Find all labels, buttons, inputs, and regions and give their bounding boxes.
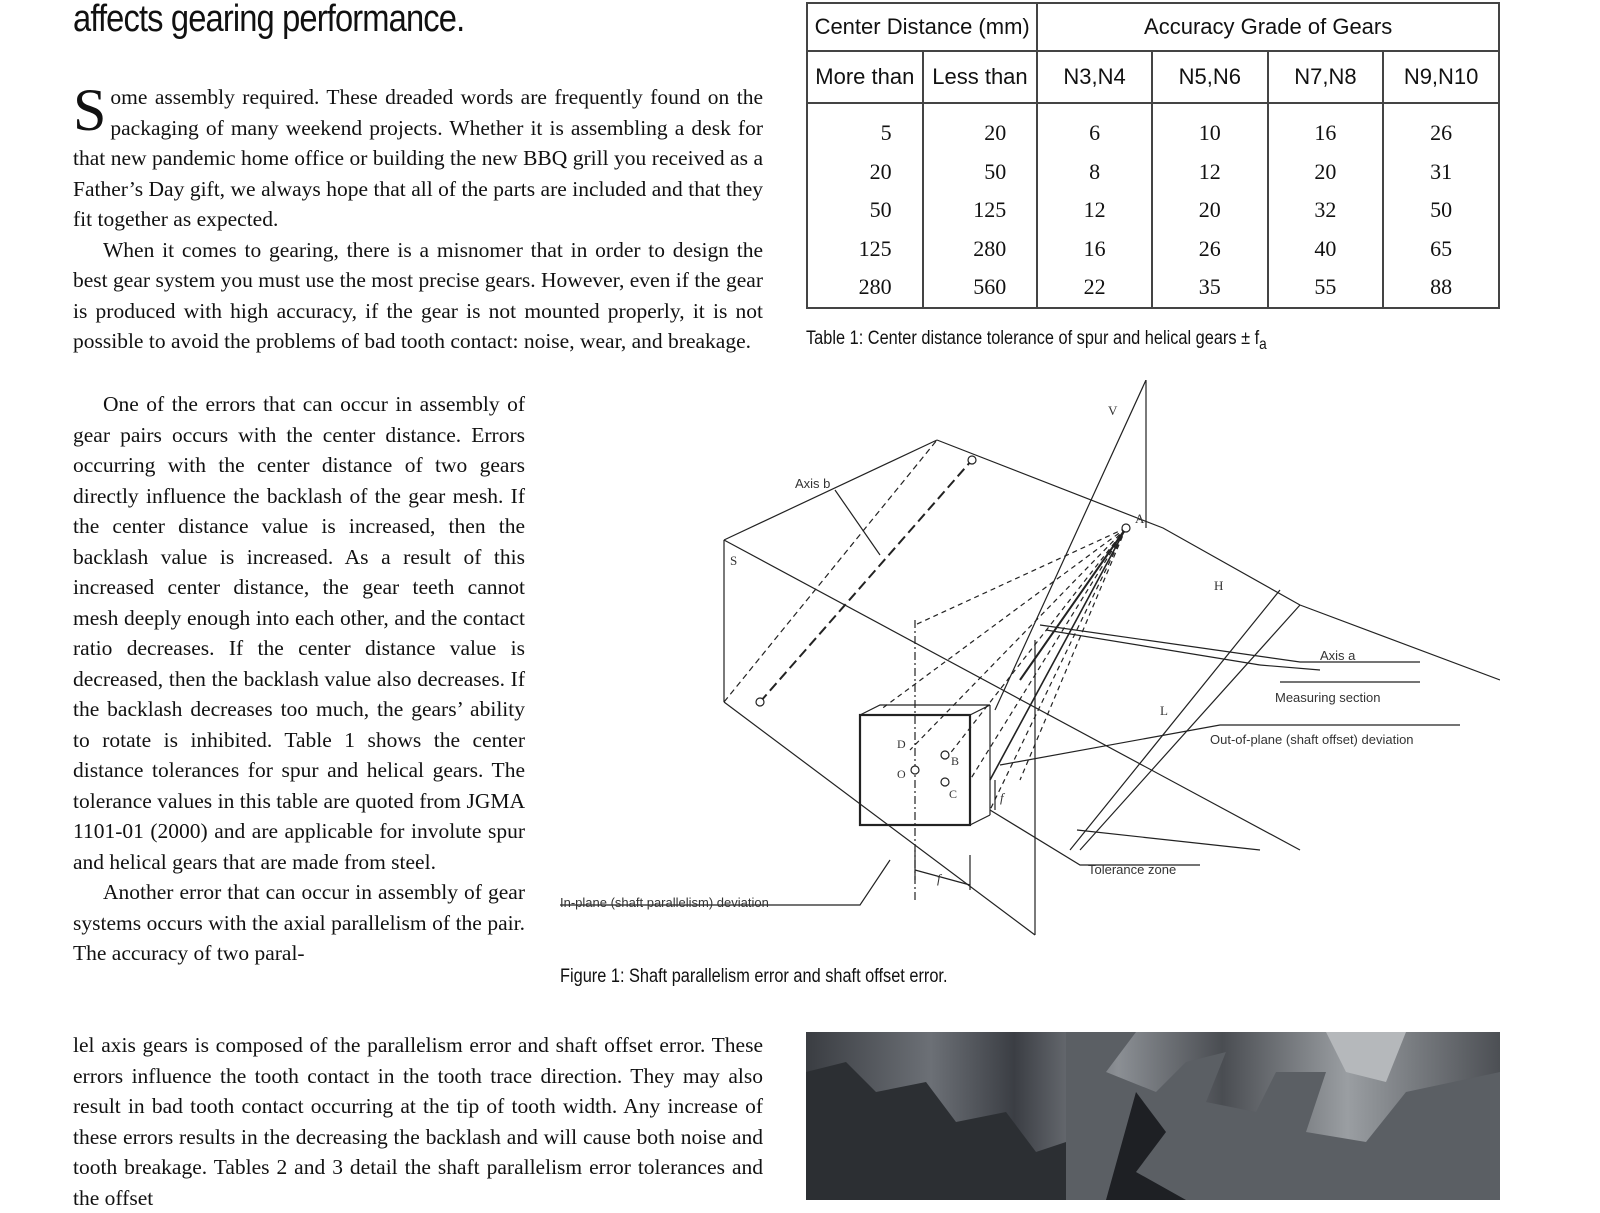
label-h: H	[1214, 578, 1224, 593]
paragraph-1-text: ome assembly required. These dreaded words are frequently found on the packaging of many weekend projects. Whether it is assembling a desk for that new pandemic home office or building the new BBQ grill you received as a Father’s Day gift, we always hope that all of the parts are included and that they fit together as expected.	[73, 85, 763, 231]
column-n7n8	[1268, 103, 1384, 308]
table-cell: 22	[1083, 274, 1106, 300]
table-cell: 8	[1089, 158, 1101, 184]
table-cell: 280	[858, 274, 892, 300]
column-less-than	[923, 103, 1038, 308]
table-cell: 32	[1314, 197, 1337, 223]
article-heading: affects gearing performance.	[73, 0, 465, 40]
drop-cap: S	[73, 77, 107, 143]
label-in-plane: In-plane (shaft parallelism) deviation	[560, 895, 769, 910]
table-cell: 125	[973, 197, 1007, 223]
table-cell: 31	[1430, 158, 1453, 184]
header-grade-n9n10: N9,N10	[1383, 51, 1499, 103]
label-s: S	[730, 553, 738, 568]
table-cell: 16	[1083, 235, 1106, 261]
table-cell: 35	[1198, 274, 1221, 300]
table-cell: 50	[869, 197, 892, 223]
header-more-than: More than	[807, 51, 923, 103]
table-cell: 65	[1430, 235, 1453, 261]
label-out-of-plane: Out-of-plane (shaft offset) deviation	[1210, 732, 1414, 747]
caption-subscript: a	[1259, 335, 1267, 353]
table-cell: 26	[1430, 120, 1453, 145]
label-d: D	[897, 737, 906, 751]
label-l: L	[1160, 703, 1168, 718]
table-cell: 560	[973, 274, 1007, 300]
label-c: C	[949, 787, 958, 801]
table-cell: 50	[984, 158, 1007, 184]
paragraph-3: One of the errors that can occur in assembly of gear pairs occurs with the center distance. Errors occurring with the center distance of two gears directly influence the backlash of the gear mesh. If the center distance value is increased, then the backlash value is increased. As a result of this increased center distance, the gear teeth cannot mesh deeply enough into each other, and the contact ratio decreases. If the center distance value is decreased, then the backlash value also decreases. If the backlash decreases too much, the gears’ ability to rotate is inhibited. Table 1 shows the center distance tolerances for spur and helical gears. The tolerance values in this table are quoted from JGMA 1101-01 (2000) and are applicable for involute spur and helical gears that are made from steel.	[73, 392, 525, 874]
figure-1-diagram	[560, 380, 1500, 960]
table-cell: 16	[1314, 120, 1337, 145]
label-fy: f	[1000, 790, 1004, 805]
column-more-than	[807, 103, 923, 308]
header-grade-n5n6: N5,N6	[1152, 51, 1268, 103]
paragraph-4-continued: lel axis gears is composed of the parallelism error and shaft offset error. These errors influence the tooth contact in the tooth trace direction. They may also result in bad tooth contact occurring at the tip of tooth width. Any increase of these errors results in the decreasing the backlash and will cause both noise and tooth breakage. Tables 2 and 3 detail the shaft parallelism error tolerances and the offset	[73, 1033, 763, 1210]
table-cell: 6	[1089, 120, 1101, 145]
column-n3n4	[1037, 103, 1152, 308]
label-axis-b: Axis b	[795, 476, 831, 491]
table-cell: 125	[858, 235, 892, 261]
label-a: A	[1135, 511, 1145, 526]
table-cell: 12	[1198, 158, 1221, 184]
header-grade-n7n8: N7,N8	[1268, 51, 1384, 103]
label-measuring-section: Measuring section	[1275, 690, 1381, 705]
label-o: O	[897, 767, 906, 781]
column-n9n10	[1383, 103, 1499, 308]
table-cell: 280	[973, 235, 1007, 261]
table-cell: 50	[1430, 197, 1453, 223]
paragraph-2: When it comes to gearing, there is a misnomer that in order to design the best gear system you must use the most precise gears. However, even if the gear is produced with high accuracy, if the gear is not mounted properly, it is not possible to avoid the problems of bad tooth contact: noise, wear, and breakage.	[73, 237, 763, 353]
table-cell: 12	[1083, 197, 1106, 223]
paragraph-1	[73, 77, 763, 235]
label-v: V	[1108, 403, 1118, 418]
paragraph-4-start: Another error that can occur in assembly of gear systems occurs with the axial parallelism of the pair. The accuracy of two paral-	[73, 880, 525, 965]
body-column-bottom	[73, 1030, 763, 1213]
center-distance-table	[806, 2, 1500, 309]
gear-photo	[806, 1032, 1500, 1200]
label-b: B	[951, 754, 960, 768]
gear-teeth-image	[806, 1032, 1500, 1200]
figure-1-caption: Figure 1: Shaft parallelism error and shaft offset error.	[560, 966, 948, 987]
table-cell: 20	[869, 158, 892, 184]
table-cell: 5	[880, 120, 892, 145]
table-cell: 20	[1314, 158, 1337, 184]
table-cell: 20	[1198, 197, 1221, 223]
table-cell: 10	[1198, 120, 1221, 145]
table-cell: 88	[1430, 274, 1453, 300]
table-cell: 26	[1198, 235, 1221, 261]
body-column-top	[73, 77, 763, 357]
table-cell: 40	[1314, 235, 1337, 261]
header-grade-n3n4: N3,N4	[1037, 51, 1152, 103]
label-fx: f	[937, 871, 941, 886]
label-axis-a: Axis a	[1320, 648, 1356, 663]
table-cell: 20	[984, 120, 1007, 145]
header-accuracy-grade: Accuracy Grade of Gears	[1037, 3, 1499, 51]
header-less-than: Less than	[923, 51, 1038, 103]
body-column-narrow	[73, 389, 525, 969]
table-cell: 55	[1314, 274, 1337, 300]
label-tolerance-zone: Tolerance zone	[1088, 862, 1177, 877]
column-n5n6	[1152, 103, 1268, 308]
table-1-caption: Table 1: Center distance tolerance of spur and helical gears ± $f_a$	[806, 328, 1267, 353]
header-center-distance: Center Distance (mm)	[807, 3, 1037, 51]
